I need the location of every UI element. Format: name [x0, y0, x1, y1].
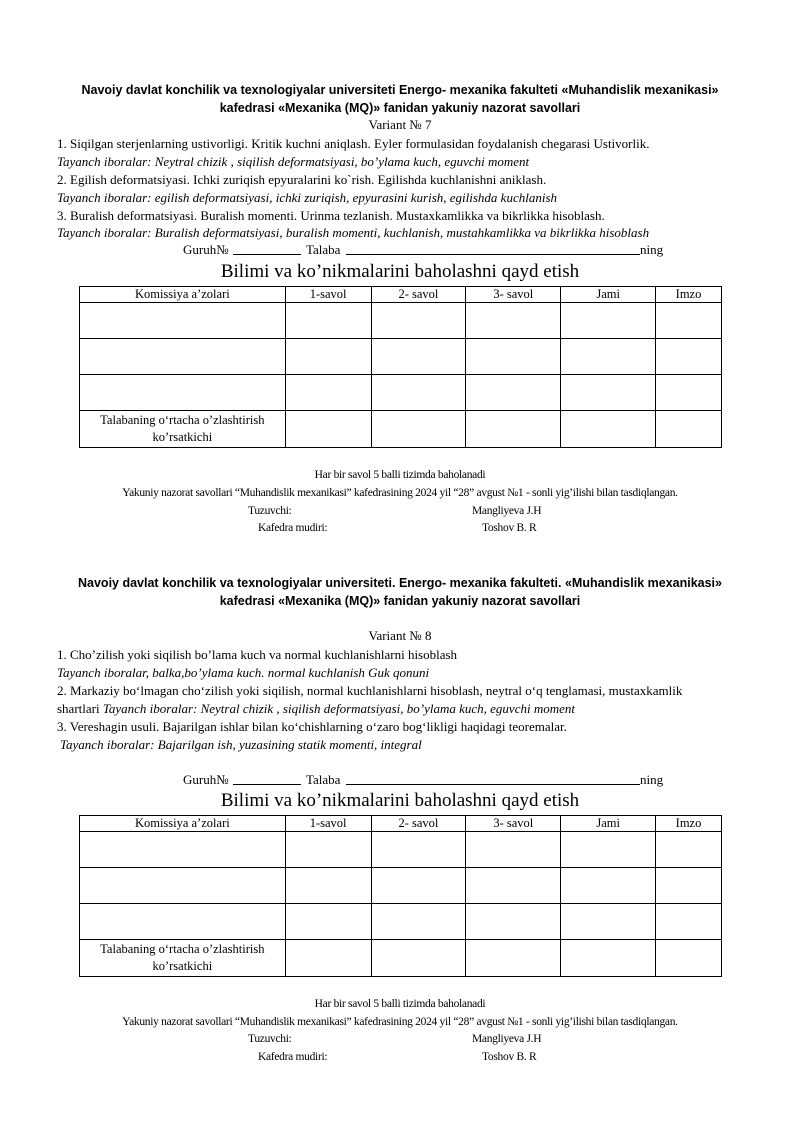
variant-number: Variant № 7 — [368, 117, 432, 132]
table-row — [80, 868, 722, 904]
head-label: Kafedra mudiri: — [258, 522, 328, 534]
table-title: Bilimi va ko’nikmalarini baholashni qayd etish — [220, 790, 580, 811]
ning-suffix: ning — [640, 772, 664, 787]
question-3: 3. Vereshagin usuli. Bajarilgan ishlar bilan ko‘chishlarning o‘zaro bog‘likligi haqidagi teoremalar. — [57, 719, 567, 734]
table-row — [80, 375, 722, 411]
question-2-continued: shartlari Tayanch iboralar: Neytral chizik , siqilish deformatsiyasi, bo’ylama kuch, eguvchi moment — [57, 701, 575, 716]
table-row — [80, 832, 722, 868]
question-2: 2. Egilish deformatsiyasi. Ichki zuriqish epyuralarini ko`rish. Egilishda kuchlanishni aniklash. — [57, 172, 547, 187]
col-members: Komissiya a’zolari — [80, 816, 286, 832]
average-label: Talabaning o‘rtacha o’zlashtirish ko’rsatkichi — [80, 411, 286, 448]
col-total: Jami — [561, 287, 656, 303]
group-label: Guruh№ — [183, 772, 229, 787]
scoring-note: Har bir savol 5 balli tizimda baholanadi — [314, 469, 486, 481]
col-signature: Imzo — [656, 816, 722, 832]
approval-note: Yakuniy nazorat savollari “Muhandislik mexanikasi” kafedrasining 2024 yil “28” avgust №1 - sonli yig’ilishi bilan tasdiqlangan. — [122, 487, 678, 499]
keywords-1: Tayanch iboralar, balka,bo’ylama kuch. normal kuchlanish Guk qonuni — [57, 665, 430, 680]
head-name: Toshov B. R — [482, 1051, 537, 1063]
question-3: 3. Buralish deformatsiyasi. Buralish momenti. Urinma tezlanish. Mustaxkamlikka va bikrlikka hisoblash. — [57, 208, 605, 223]
col-q2: 2- savol — [371, 287, 466, 303]
variant-number: Variant № 8 — [368, 628, 432, 643]
compiler-label: Tuzuvchi: — [248, 505, 292, 517]
table-title: Bilimi va ko’nikmalarini baholashni qayd etish — [220, 261, 580, 282]
question-1: 1. Cho’zilish yoki siqilish bo’lama kuch va normal kuchlanishlarni hisoblash — [57, 647, 458, 662]
header-line-2: kafedrasi «Mexanika (MQ)» fanidan yakuniy nazorat savollari — [219, 101, 581, 115]
table-row — [80, 303, 722, 339]
col-total: Jami — [561, 816, 656, 832]
ning-suffix: ning — [640, 242, 664, 257]
keywords-3: Tayanch iboralar: Buralish deformatsiyasi, buralish momenti, kuchlanish, mustahkamlikka va bikrlikka hisoblash — [57, 225, 650, 240]
group-blank — [233, 772, 301, 785]
group-blank — [233, 242, 301, 255]
col-signature: Imzo — [656, 287, 722, 303]
table-header-row — [80, 816, 722, 832]
grade-table — [79, 286, 722, 448]
question-2: 2. Markaziy bo‘lmagan cho‘zilish yoki siqilish, normal kuchlanishlarni hisoblash, neytral o‘q tenglamasi, mustaxkamlik — [57, 683, 683, 698]
student-label: Talaba — [306, 242, 341, 257]
grade-table — [79, 815, 722, 977]
head-label: Kafedra mudiri: — [258, 1051, 328, 1063]
compiler-name: Mangliyeva J.H — [472, 1033, 542, 1045]
student-label: Talaba — [306, 772, 341, 787]
head-name: Toshov B. R — [482, 522, 537, 534]
compiler-label: Tuzuvchi: — [248, 1033, 292, 1045]
col-members: Komissiya a’zolari — [80, 287, 286, 303]
student-blank — [346, 772, 640, 785]
question-1: 1. Siqilgan sterjenlarning ustivorligi. Kritik kuchni aniqlash. Eyler formulasidan foydalanish chegarasi Ustivorlik. — [57, 136, 650, 151]
header-line-1: Navoiy davlat konchilik va texnologiyalar universiteti. Energo- mexanika fakulteti. «Muhandislik mexanikasi» — [78, 576, 722, 590]
compiler-name: Mangliyeva J.H — [472, 505, 542, 517]
col-q1: 1-savol — [285, 287, 371, 303]
keywords-1: Tayanch iboralar: Neytral chizik , siqilish deformatsiyasi, bo’ylama kuch, eguvchi moment — [57, 154, 530, 169]
col-q1: 1-savol — [285, 816, 371, 832]
average-row — [80, 411, 722, 448]
keywords-3: Tayanch iboralar: Bajarilgan ish, yuzasining statik momenti, integral — [60, 737, 422, 752]
approval-note: Yakuniy nazorat savollari “Muhandislik mexanikasi” kafedrasining 2024 yil “28” avgust №1 - sonli yig’ilishi bilan tasdiqlangan. — [122, 1016, 678, 1028]
group-label: Guruh№ — [183, 242, 229, 257]
average-row — [80, 940, 722, 977]
header-line-1: Navoiy davlat konchilik va texnologiyalar universiteti Energo- mexanika fakulteti «Muhandislik mexanikasi» — [81, 83, 719, 97]
keywords-2: Tayanch iboralar: Neytral chizik , siqilish deformatsiyasi, bo’ylama kuch, eguvchi moment — [102, 701, 575, 716]
col-q3: 3- savol — [466, 287, 561, 303]
scoring-note: Har bir savol 5 balli tizimda baholanadi — [314, 998, 486, 1010]
table-header-row — [80, 287, 722, 303]
table-row — [80, 339, 722, 375]
keywords-2: Tayanch iboralar: egilish deformatsiyasi, ichki zuriqish, epyurasini kurish, egilishda kuchlanish — [57, 190, 557, 205]
col-q2: 2- savol — [371, 816, 466, 832]
university-header — [60, 574, 740, 610]
header-line-2: kafedrasi «Mexanika (MQ)» fanidan yakuniy nazorat savollari — [219, 594, 581, 608]
average-label: Talabaning o‘rtacha o’zlashtirish ko’rsatkichi — [80, 940, 286, 977]
university-header — [60, 81, 740, 117]
student-blank — [346, 242, 640, 255]
col-q3: 3- savol — [466, 816, 561, 832]
table-row — [80, 904, 722, 940]
